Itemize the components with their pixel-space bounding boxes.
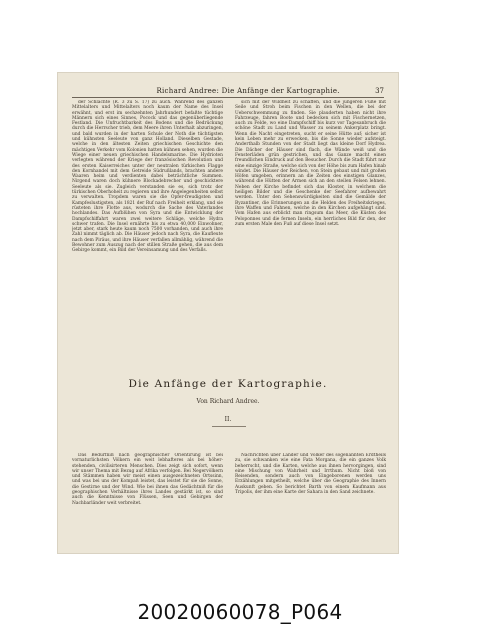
- bottom-left-column: [72, 453, 223, 533]
- image-caption: 20020060078_P064: [137, 600, 343, 624]
- top-left-text: der Schlachte (R. 3 zu S. 17) zu auch. Während des ganzen Mittelalters und Mittelalters noch kaum der Name des Insel erwähnt, und erst im sechzehnten Jahrhundert befaßte tüchtige Männern sich eines Sinnes, Pocock und das gegenüberliegende Festland. Die Unfruchtbarkeit des Bodens und die Bedrückung durch die Herrscher trieb, dem Meere ihren Unterhalt abzuringen, und bald wurden in der harten Schule der Noth die tüchtigsten und kühnsten Seeleute von ganz Holland. Dieselben Gestade, welche in den ältesten Zeiten griechischen Geschichte den mächtigen Verkehr vom Kolonien hatten kühnen sehen, wurden die Wiege einer neuen griechischen Handelsmarine. Die Hydrioten verlegten während der Kriege der französischen Revolution und des ersten Kaiserreiches unter der neutralen türkischen Flagge den Kornhandel mit dem Getreide Südrußlands, brachten andere Waaren heim und verdienten dabei beträchtliche Summen. Nirgend waren doch kühnere Blockadebrecher und geschicktere Seeleute als sie. Zugleich verstanden sie es, sich trotz der türkischen Oberhoheit zu regieren und ihre Angelegenheiten selbst zu verwalten. Tropdem waren sie die Opfer-freudigsten und Kampfeslustigsten, als 1821 der Ruf nach Freiheit erklang, und sie rüsteten ihre Flotte aus, wodurch die Sache des Vaterlandes hochlandes. Das Aufblühen von Syra und die Entwicklung der Dampfschiffahrt waren zwei weitere Schläge, welche Hydra schwer trafen. Die Insel ernährte bis zu etwa 40,000 Einwohner, jetzt aber, stark heute kaum noch 7500 vorhanden, und auch ihre Zahl nimmt täglich ab. Die Häuser jedoch nach Syra, die Kaufleute nach dem Piräus, und ihre Häuser verfallen allmählig, während die Bewohner zum Auszug nach der stillen Straße gehen, die aus dem Gebirge kommt, ein Bild der Vereinsamung und des Verfalls.: [72, 100, 223, 254]
- bottom-left-text: Das Bedürfniß nach geographischer Orientirung ist bei vornaturlichsten Völkern ein weit lebhafteres als bei höher-stehenden, civilisirteren Menschen. Dies zeigt sich sofort, wenn wir unser Thema mit Bezug auf Afrika verfolgen. Bei Negervölkern und Stämmen haben wir meist einen ausgezeichneten Ortssinn, und was bei uns der Kompaß leistet, das leistet für sie die Sonne, die Gestirne und der Wind. Wie bei ihnen das Gedächtniß für die geographischen Verhältnisse ihres Landes gestärkt ist, so sind auch die Kenntnisse von Flüssen, Seen und Gebirgen der Nachbarländer weit verbreitet.: [72, 453, 223, 506]
- article-author: Von Richard Andree.: [196, 398, 260, 405]
- section-divider: [212, 426, 246, 427]
- top-right-column: [235, 100, 386, 348]
- article-title: Die Anfänge der Kartographie.: [128, 378, 328, 390]
- bottom-right-column: [235, 453, 386, 533]
- top-left-column: [72, 100, 223, 348]
- page-number: 37: [375, 87, 384, 95]
- bottom-right-text: Nachrichten über Länder und Völker des sogenannten Erdtheils zu, sie schwanken wie eine Fata Morgana, die ein ganzes Volk beherrscht, und die Karten, welche aus ihnen hervorgingen, sind eine Mischung von Wahrheit und Irrthum. Nicht bloß von Reisenden, sondern auch von Eingeborenen werden uns Erzählungen mitgetheilt, welche über die Geographie des Innern Auskunft geben. So berichtet Barth von einem Kaufmann aus Tripolis, der ihm eine Karte der Sahara in den Sand zeichnete.: [235, 453, 386, 496]
- page-header: [72, 83, 384, 98]
- book-page: [57, 72, 399, 554]
- section-number: II.: [224, 416, 232, 423]
- top-right-text: sich mit der Wildheit zu schaffen, und die jüngeren Füße mit Seile und Stroh beim Fischen in den Wellen, die bei der Ueberschwemmung zu finden. Sie plauderten haben nicht ihre Fahrzeuge, fahren Boote und bedecken sich mit Fischernetzen, auch zu Felde, wo eine Dampfschiff bis kurz vor Tagesanbruch die schöne Stadt zu Land und Wasser zu seinem Ankerplatz bringt. Wenn die Nacht eingetreten, sucht er seine Hütte auf; sicher ist kein Leben mehr zu erwecken, bis die Sonne wieder aufsteigt. Anderthalb Stunden von der Stadt liegt das kleine Dorf Hydrea. Die Dächer der Häuser sind flach, die Wände weiß und die Fensterläden grün gestrichen, und das Ganze macht einen freundlichen Eindruck auf den Besucher. Durch die Stadt führt nur eine einzige Straße, welche sich von der Höhe bis zum Hafen hinab windet. Die Häuser der Reichen, von Stein gebaut und mit großen Höfen umgeben, erinnern an die Zeiten des einstigen Glanzes, während die Hütten der Armen sich an den steilen Felsen lehnen. Neben der Kirche befindet sich das Kloster, in welchem die heiligen Bilder und die Geschenke der Seefahrer aufbewahrt werden. Unter den Sehenswürdigkeiten sind die Gemälde der Byzantiner, die Erinnerungen an die Helden des Freiheitskrieges, ihre Waffen und Fahnen, welche in den Kirchen aufgehängt sind. Vom Hafen aus erblickt man ringsum das Meer, die Küsten des Peloponnes und die fernen Inseln, ein herrliches Bild für den, der zum ersten Male den Fuß auf diese Insel setzt.: [235, 100, 386, 227]
- running-head: Richard Andree: Die Anfänge der Kartographie.: [156, 87, 340, 95]
